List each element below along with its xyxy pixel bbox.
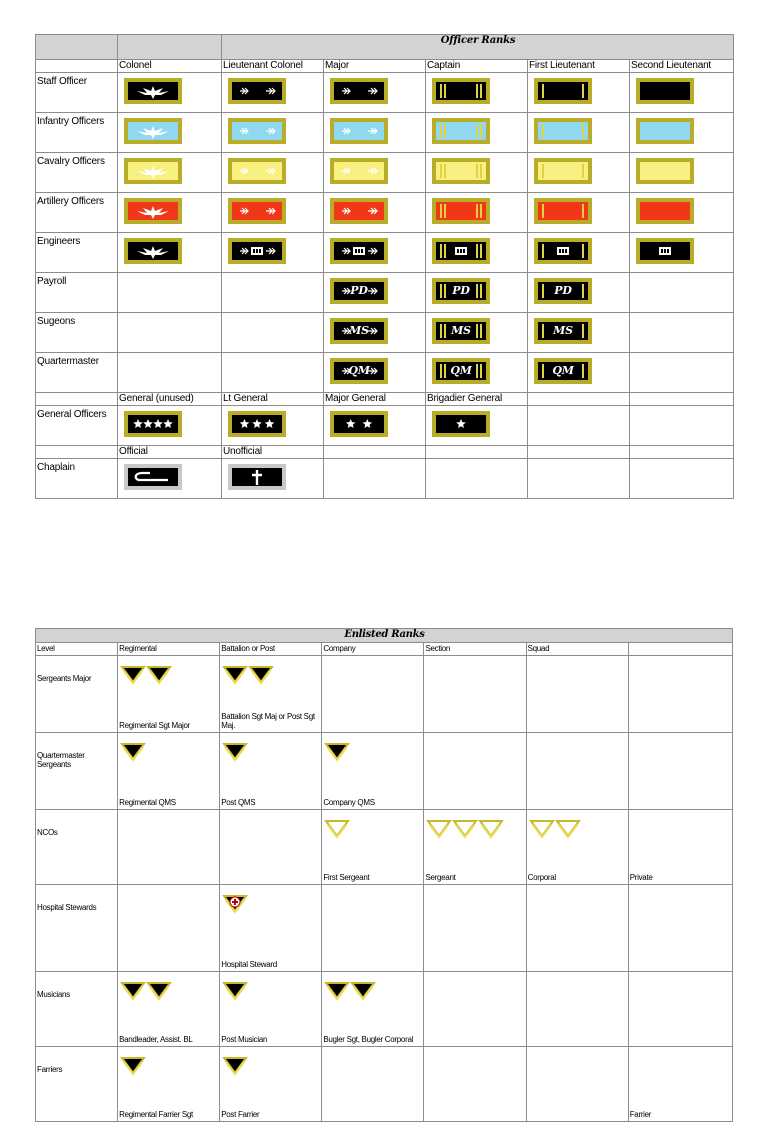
- column-header: Second Lieutenant: [630, 60, 734, 73]
- chevron-icon: [324, 818, 350, 840]
- strap-insignia-icon: [334, 202, 384, 220]
- officer-ranks-title: Officer Ranks: [222, 35, 734, 60]
- rank-strap-cell: [426, 193, 528, 233]
- rank-strap-cell: [426, 73, 528, 113]
- strap-insignia-icon: [128, 122, 178, 140]
- strap-insignia-icon: [232, 162, 282, 180]
- rank-strap-cell: [426, 233, 528, 273]
- shoulder-strap: [432, 238, 490, 264]
- rank-strap-cell: [222, 313, 324, 353]
- shoulder-strap: [124, 118, 182, 144]
- rank-caption: Regimental Sgt Major: [119, 721, 191, 730]
- shoulder-strap: [534, 158, 592, 184]
- enlisted-rank-cell: [118, 656, 220, 733]
- strap-insignia-icon: [436, 82, 486, 100]
- enlisted-rank-cell: [628, 1047, 732, 1122]
- enlisted-rank-cell: [322, 1047, 424, 1122]
- star-icon: [232, 415, 282, 433]
- column-header: Section: [424, 643, 526, 656]
- enlisted-rank-cell: [424, 656, 526, 733]
- enlisted-rank-cell: [322, 810, 424, 885]
- enlisted-ranks-title: Enlisted Ranks: [36, 629, 733, 643]
- insignia-letters: PD: [554, 284, 572, 297]
- row-label: Payroll: [36, 273, 118, 313]
- enlisted-rank-cell: [424, 733, 526, 810]
- strap-insignia-icon: [334, 242, 384, 260]
- strap-insignia-icon: [640, 202, 690, 220]
- shoulder-strap: [124, 78, 182, 104]
- shoulder-strap: [228, 78, 286, 104]
- column-header: General (unused): [118, 393, 222, 406]
- rank-strap-cell: [118, 233, 222, 273]
- shoulder-strap: [534, 198, 592, 224]
- column-header: Colonel: [118, 60, 222, 73]
- strap-insignia-icon: [232, 242, 282, 260]
- column-header: Unofficial: [222, 446, 324, 459]
- strap-insignia-icon: [436, 162, 486, 180]
- shoulder-strap: [432, 78, 490, 104]
- enlisted-rank-cell: [526, 1047, 628, 1122]
- insignia-letters: QM: [450, 364, 472, 377]
- shoulder-strap: [432, 318, 490, 344]
- shoulder-strap: [124, 198, 182, 224]
- row-label: Sugeons: [36, 313, 118, 353]
- enlisted-rank-cell: [526, 810, 628, 885]
- rank-strap-cell: [630, 273, 734, 313]
- strap-insignia-icon: [128, 202, 178, 220]
- strap-insignia-icon: [640, 162, 690, 180]
- shoulder-strap: [534, 358, 592, 384]
- rank-strap-cell: [222, 353, 324, 393]
- rank-strap-cell: [528, 193, 630, 233]
- officer-rank-row: [36, 313, 734, 353]
- row-label: Sergeants Major: [36, 656, 118, 733]
- chevron-icon: [222, 664, 274, 686]
- shoulder-strap: [330, 158, 388, 184]
- column-header: Brigadier General: [426, 393, 528, 406]
- enlisted-rank-cell: [526, 972, 628, 1047]
- rank-caption: Post Farrier: [221, 1110, 260, 1119]
- strap-insignia-icon: [232, 122, 282, 140]
- rank-strap-cell: [630, 313, 734, 353]
- rank-strap-cell: [222, 193, 324, 233]
- insignia-letters: MS: [451, 324, 471, 337]
- enlisted-rank-cell: [220, 810, 322, 885]
- rank-strap-cell: [222, 113, 324, 153]
- general-strap: [330, 411, 388, 437]
- strap-insignia-icon: [128, 162, 178, 180]
- officer-rank-row: [36, 193, 734, 233]
- shoulder-strap: [124, 238, 182, 264]
- enlisted-rank-cell: [322, 885, 424, 972]
- rank-strap-cell: [324, 113, 426, 153]
- rank-strap-cell: [118, 353, 222, 393]
- rank-caption: Farrier: [629, 1110, 652, 1119]
- corner-cell: [36, 60, 118, 73]
- row-label: Quartermaster: [36, 353, 118, 393]
- rank-strap-cell: [528, 353, 630, 393]
- shoulder-strap: [534, 118, 592, 144]
- shoulder-strap: [432, 278, 490, 304]
- row-label: Musicians: [36, 972, 118, 1047]
- enlisted-rank-cell: [118, 733, 220, 810]
- rank-strap-cell: [630, 353, 734, 393]
- strap-insignia-icon: [334, 82, 384, 100]
- shoulder-strap: [228, 198, 286, 224]
- enlisted-rank-cell: [118, 972, 220, 1047]
- rank-strap-cell: [528, 273, 630, 313]
- star-icon: [334, 415, 384, 433]
- enlisted-rank-cell: [220, 885, 322, 972]
- shoulder-strap: [228, 238, 286, 264]
- rank-caption: First Sergeant: [323, 873, 370, 882]
- header-blank: [36, 35, 118, 60]
- row-label: Infantry Officers: [36, 113, 118, 153]
- chevron-icon: [426, 818, 504, 840]
- shoulder-strap: [636, 238, 694, 264]
- shoulder-strap: [124, 158, 182, 184]
- strap-insignia-icon: [334, 122, 384, 140]
- strap-insignia-icon: [232, 82, 282, 100]
- shoulder-strap: [534, 278, 592, 304]
- corner-cell: [36, 446, 118, 459]
- chevron-icon: [222, 741, 248, 763]
- shoulder-strap: [636, 198, 694, 224]
- general-strap: [124, 411, 182, 437]
- shoulder-strap: [534, 78, 592, 104]
- star-icon: [128, 415, 178, 433]
- chevron-icon: [222, 1055, 248, 1077]
- chevron-icon: [120, 741, 146, 763]
- enlisted-rank-cell: [628, 656, 732, 733]
- rank-strap-cell: [324, 353, 426, 393]
- rank-strap-cell: [528, 153, 630, 193]
- column-header: [628, 643, 732, 656]
- rank-caption: Regimental QMS: [119, 798, 176, 807]
- rank-strap-cell: [324, 233, 426, 273]
- strap-insignia-icon: [436, 242, 486, 260]
- strap-insignia-icon: [538, 82, 588, 100]
- row-label: General Officers: [36, 406, 118, 446]
- enlisted-rank-cell: [220, 733, 322, 810]
- row-label: Staff Officer: [36, 73, 118, 113]
- rank-strap-cell: [324, 193, 426, 233]
- officer-rank-row: [36, 353, 734, 393]
- officer-rank-row: [36, 73, 734, 113]
- enlisted-rank-row: [36, 656, 733, 733]
- shoulder-strap: [330, 198, 388, 224]
- rank-strap-cell: [426, 273, 528, 313]
- rank-strap-cell: [426, 313, 528, 353]
- rank-strap-cell: [324, 73, 426, 113]
- chaplain-unofficial-strap: [228, 464, 286, 490]
- rank-caption: Sergeant: [425, 873, 456, 882]
- row-label: Chaplain: [36, 459, 118, 499]
- row-label: Artillery Officers: [36, 193, 118, 233]
- enlisted-rank-cell: [628, 885, 732, 972]
- chevron-icon: [529, 818, 581, 840]
- column-header: Captain: [426, 60, 528, 73]
- officer-ranks-table: [35, 34, 734, 499]
- rank-strap-cell: [528, 313, 630, 353]
- rank-strap-cell: [118, 113, 222, 153]
- cross-icon: [232, 468, 282, 486]
- shoulder-strap: [330, 318, 388, 344]
- chevron-icon: [120, 664, 172, 686]
- enlisted-rank-row: [36, 1047, 733, 1122]
- general-strap-cell: [222, 406, 324, 446]
- rank-strap-cell: [222, 153, 324, 193]
- enlisted-rank-cell: [322, 733, 424, 810]
- shoulder-strap: [432, 358, 490, 384]
- rank-caption: Corporal: [527, 873, 556, 882]
- insignia-letters: MS: [553, 324, 573, 337]
- rank-caption: Regimental Farrier Sgt: [119, 1110, 193, 1119]
- enlisted-rank-cell: [424, 810, 526, 885]
- shoulder-strap: [432, 198, 490, 224]
- rank-strap-cell: [324, 153, 426, 193]
- rank-strap-cell: [118, 193, 222, 233]
- general-strap-cell: [324, 406, 426, 446]
- rank-strap-cell: [630, 153, 734, 193]
- header-blank: [118, 35, 222, 60]
- enlisted-rank-cell: [526, 656, 628, 733]
- enlisted-rank-cell: [220, 972, 322, 1047]
- officer-rank-row: [36, 233, 734, 273]
- chevron-icon: [324, 980, 376, 1002]
- row-label: Hospital Stewards: [36, 885, 118, 972]
- strap-insignia-icon: [640, 242, 690, 260]
- enlisted-rank-cell: [424, 1047, 526, 1122]
- shoulder-strap: [228, 118, 286, 144]
- row-label: Quartermaster Sergeants: [36, 733, 118, 810]
- column-header: Squad: [526, 643, 628, 656]
- enlisted-rank-row: [36, 810, 733, 885]
- column-header: Battalion or Post: [220, 643, 322, 656]
- shoulder-strap: [330, 78, 388, 104]
- general-strap: [228, 411, 286, 437]
- insignia-letters: PD: [350, 284, 368, 297]
- insignia-letters: QM: [348, 364, 370, 377]
- enlisted-rank-cell: [220, 656, 322, 733]
- rank-caption: Battalion Sgt Maj or Post Sgt Maj.: [221, 712, 315, 730]
- insignia-letters: PD: [452, 284, 470, 297]
- rank-strap-cell: [222, 233, 324, 273]
- rank-strap-cell: [630, 113, 734, 153]
- chaplain-official-cell: [118, 459, 222, 499]
- rank-caption: Private: [629, 873, 653, 882]
- strap-insignia-icon: [436, 122, 486, 140]
- officer-rank-row: [36, 273, 734, 313]
- rank-strap-cell: [324, 313, 426, 353]
- enlisted-rank-cell: [322, 972, 424, 1047]
- rank-caption: Post Musician: [221, 1035, 268, 1044]
- strap-insignia-icon: [538, 162, 588, 180]
- enlisted-rank-cell: [628, 810, 732, 885]
- column-header: Major: [324, 60, 426, 73]
- chaplain-unofficial-cell: [222, 459, 324, 499]
- enlisted-rank-row: [36, 972, 733, 1047]
- enlisted-rank-cell: [424, 972, 526, 1047]
- chevron-icon: [222, 980, 248, 1002]
- strap-insignia-icon: [232, 202, 282, 220]
- enlisted-rank-row: [36, 733, 733, 810]
- column-header: Regimental: [118, 643, 220, 656]
- column-header: First Lieutenant: [528, 60, 630, 73]
- enlisted-rank-cell: [526, 733, 628, 810]
- rank-strap-cell: [528, 233, 630, 273]
- shoulder-strap: [432, 118, 490, 144]
- rank-strap-cell: [528, 73, 630, 113]
- enlisted-rank-cell: [118, 885, 220, 972]
- chevron-icon: [120, 980, 172, 1002]
- column-header: Lt General: [222, 393, 324, 406]
- rank-strap-cell: [528, 113, 630, 153]
- row-label: NCOs: [36, 810, 118, 885]
- rank-strap-cell: [324, 273, 426, 313]
- enlisted-rank-cell: [322, 656, 424, 733]
- enlisted-rank-cell: [118, 1047, 220, 1122]
- rank-caption: Post QMS: [221, 798, 256, 807]
- strap-insignia-icon: [128, 242, 178, 260]
- rank-strap-cell: [630, 73, 734, 113]
- shoulder-strap: [330, 278, 388, 304]
- enlisted-rank-cell: [220, 1047, 322, 1122]
- star-icon: [436, 415, 486, 433]
- strap-insignia-icon: [128, 82, 178, 100]
- enlisted-rank-cell: [628, 733, 732, 810]
- chevron-icon: [324, 741, 350, 763]
- rank-strap-cell: [426, 353, 528, 393]
- strap-insignia-icon: [538, 122, 588, 140]
- officer-rank-row: [36, 113, 734, 153]
- enlisted-ranks-table: [35, 628, 733, 1122]
- shoulder-strap: [534, 238, 592, 264]
- shoulder-strap: [432, 158, 490, 184]
- shoulder-strap: [330, 118, 388, 144]
- column-header: Official: [118, 446, 222, 459]
- chaplain-official-strap: [124, 464, 182, 490]
- shoulder-strap: [534, 318, 592, 344]
- crook-icon: [128, 468, 178, 486]
- row-label: Cavalry Officers: [36, 153, 118, 193]
- strap-insignia-icon: [334, 162, 384, 180]
- rank-caption: Bugler Sgt, Bugler Corporal: [323, 1035, 414, 1044]
- column-header: Major General: [324, 393, 426, 406]
- insignia-letters: QM: [552, 364, 574, 377]
- shoulder-strap: [636, 118, 694, 144]
- shoulder-strap: [330, 358, 388, 384]
- rank-strap-cell: [630, 193, 734, 233]
- rank-strap-cell: [426, 153, 528, 193]
- chevron-icon: [120, 1055, 146, 1077]
- general-strap-cell: [118, 406, 222, 446]
- column-header: Level: [36, 643, 118, 656]
- enlisted-rank-cell: [118, 810, 220, 885]
- shoulder-strap: [228, 158, 286, 184]
- insignia-letters: MS: [349, 324, 369, 337]
- rank-strap-cell: [118, 73, 222, 113]
- enlisted-rank-cell: [628, 972, 732, 1047]
- column-header: Lieutenant Colonel: [222, 60, 324, 73]
- officer-rank-row: [36, 153, 734, 193]
- general-strap: [432, 411, 490, 437]
- rank-strap-cell: [630, 233, 734, 273]
- column-header: Company: [322, 643, 424, 656]
- general-strap-cell: [426, 406, 528, 446]
- strap-insignia-icon: [640, 82, 690, 100]
- rank-strap-cell: [118, 153, 222, 193]
- chevron-icon: [222, 893, 248, 915]
- enlisted-rank-cell: [424, 885, 526, 972]
- strap-insignia-icon: [640, 122, 690, 140]
- shoulder-strap: [636, 158, 694, 184]
- rank-strap-cell: [426, 113, 528, 153]
- rank-strap-cell: [118, 313, 222, 353]
- rank-strap-cell: [222, 273, 324, 313]
- strap-insignia-icon: [538, 242, 588, 260]
- rank-strap-cell: [118, 273, 222, 313]
- strap-insignia-icon: [436, 202, 486, 220]
- rank-caption: Company QMS: [323, 798, 375, 807]
- rank-caption: Bandleader, Assist. BL: [119, 1035, 193, 1044]
- enlisted-rank-row: [36, 885, 733, 972]
- strap-insignia-icon: [538, 202, 588, 220]
- shoulder-strap: [330, 238, 388, 264]
- rank-strap-cell: [222, 73, 324, 113]
- shoulder-strap: [636, 78, 694, 104]
- enlisted-rank-cell: [526, 885, 628, 972]
- rank-caption: Hospital Steward: [221, 960, 277, 969]
- row-label: Engineers: [36, 233, 118, 273]
- corner-cell: [36, 393, 118, 406]
- row-label: Farriers: [36, 1047, 118, 1122]
